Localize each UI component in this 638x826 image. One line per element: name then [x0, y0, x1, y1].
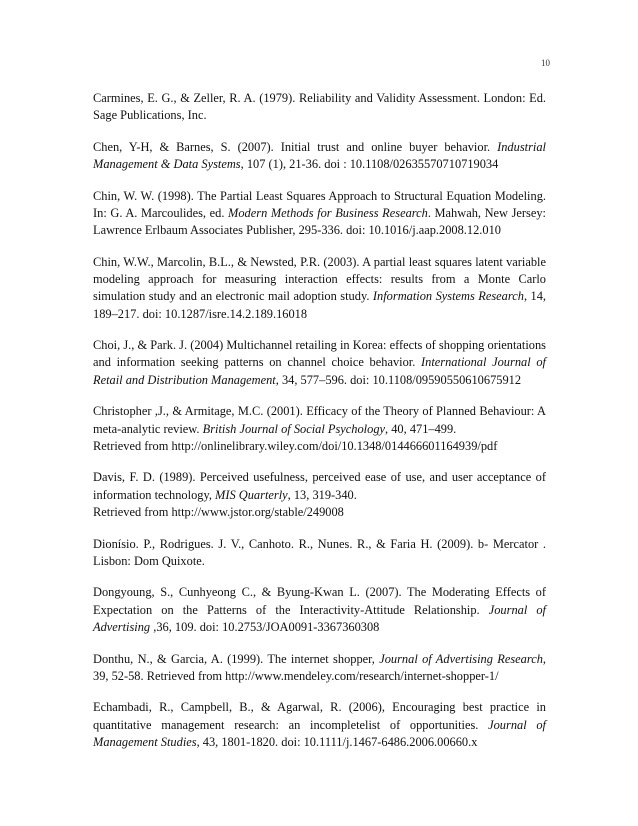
reference-entry [93, 536, 546, 570]
reference-text: Retrieved from http://onlinelibrary.wiley.com/doi/10.1348/014466601164939/pdf [93, 438, 498, 453]
reference-text: Dionísio. P., Rodrigues. J. V., Canhoto. R., Nunes. R., & Faria H. (2009). b- Mercator . Lisbon: Dom Quixote. [93, 536, 546, 568]
reference-text: Dongyoung, S., Cunhyeong C., & Byung-Kwan L. (2007). The Moderating Effects of Expectation on the Patterns of the Interactivity-Attitude Relationship. [93, 585, 546, 617]
reference-entry [93, 469, 546, 521]
reference-text: , 39, 52-58. Retrieved from http://www.mendeley.com/research/internet-shopper-1/ [93, 651, 546, 683]
reference-title-italic: Information Systems Research [372, 289, 524, 304]
reference-entry [93, 699, 546, 751]
reference-text: Chin, W. W. (1998). The Partial Least Squares Approach to Structural Equation Modeling. In: G. A. Marcoulides, ed. [93, 188, 546, 221]
reference-entry [93, 651, 546, 685]
reference-title-italic: Journal of Advertising Research [379, 651, 543, 666]
reference-text: Donthu, N., & Garcia, A. (1999). The internet shopper, [93, 651, 380, 666]
reference-title-italic: MIS Quarterly [215, 487, 288, 502]
reference-text: , 14, 189–217. doi: 10.1287/isre.14.2.189.16018 [93, 289, 546, 321]
reference-entry [93, 403, 546, 455]
reference-entry [93, 254, 546, 323]
reference-text: ,36, 109. doi: 10.2753/JOA0091-3367360308 [150, 619, 380, 634]
reference-text: Chen, Y-H, & Barnes, S. (2007). Initial trust and online buyer behavior. [93, 139, 498, 154]
reference-text: . Mahwah, New Jersey: Lawrence Erlbaum Associates Publisher, 295-336. doi: 10.1016/j.aap.2008.12.010 [93, 206, 546, 238]
reference-text: Chin, W.W., Marcolin, B.L., & Newsted, P.R. (2003). A partial least squares latent variable modeling approach for measuring interaction effects: results from a Monte Carlo simulation study and an electronic mail adoption study. [93, 254, 546, 304]
reference-text: Carmines, E. G., & Zeller, R. A. (1979). Reliability and Validity Assessment. London: Ed. Sage Publications, Inc. [93, 91, 546, 123]
reference-entry [93, 584, 546, 636]
reference-title-italic: International Journal of Retail and Distribution Management [93, 355, 546, 387]
reference-text: Choi, J., & Park. J. (2004) Multichannel retailing in Korea: effects of shopping orientations and information seeking patterns on channel choice behavior. [93, 338, 546, 370]
reference-entry [93, 90, 546, 124]
reference-entry [93, 139, 546, 173]
reference-list [93, 90, 546, 766]
reference-title-italic: Industrial Management & Data Systems [93, 139, 546, 172]
reference-title-italic: Journal of Management Studies [93, 717, 546, 749]
reference-text: , 43, 1801-1820. doi: 10.1111/j.1467-6486.2006.00660.x [196, 734, 478, 749]
reference-entry [93, 337, 546, 389]
reference-text: Echambadi, R., Campbell, B., & Agarwal, R. (2006), Encouraging best practice in quantitative management research: an incompletelist of opportunities. [93, 700, 546, 732]
reference-text: , 34, 577–596. doi: 10.1108/09590550610675912 [275, 372, 522, 387]
reference-title-italic: British Journal of Social Psychology [202, 421, 386, 436]
reference-text: Retrieved from http://www.jstor.org/stable/249008 [93, 504, 344, 519]
page-number: 10 [541, 58, 550, 68]
reference-title-italic: Modern Methods for Business Research [228, 206, 428, 221]
reference-text: Davis, F. D. (1989). Perceived usefulness, perceived ease of use, and user acceptance of information technology, [93, 470, 546, 502]
reference-text: , 40, 471–499. [385, 421, 457, 436]
reference-title-italic: Journal of Advertising [93, 602, 546, 634]
reference-text: , 107 (1), 21-36. doi : 10.1108/02635570710719034 [240, 157, 499, 172]
reference-text: Christopher ,J., & Armitage, M.C. (2001). Efficacy of the Theory of Planned Behaviour: A meta-analytic review. [93, 404, 546, 436]
reference-text: , 13, 319-340. [287, 487, 357, 502]
reference-entry [93, 188, 546, 240]
